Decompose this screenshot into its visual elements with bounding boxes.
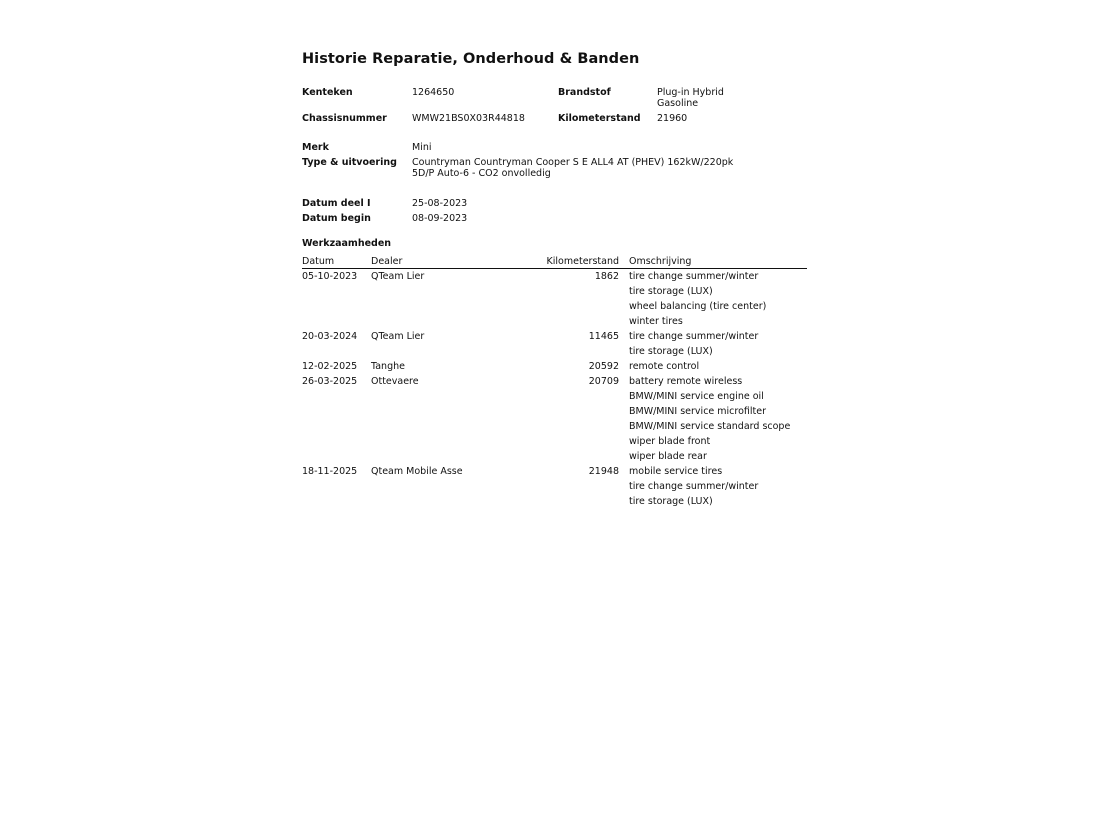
cell-omschrijving: tire change summer/winter [629, 271, 759, 282]
table-row [302, 330, 807, 345]
cell-kilometerstand: 1862 [594, 271, 619, 282]
table-row [302, 480, 807, 495]
cell-omschrijving: battery remote wireless [629, 376, 743, 387]
cell-omschrijving: remote control [629, 361, 700, 372]
cell-kilometerstand: 20709 [588, 376, 619, 387]
table-row [302, 465, 807, 480]
cell-datum: 20-03-2024 [302, 331, 358, 342]
cell-omschrijving: BMW/MINI service microfilter [629, 406, 767, 417]
kilometerstand-label: Kilometerstand [558, 113, 641, 124]
cell-kilometerstand: 20592 [588, 361, 619, 372]
cell-datum: 18-11-2025 [302, 466, 358, 477]
cell-dealer: QTeam Lier [371, 331, 425, 342]
table-header [302, 255, 807, 269]
table-row [302, 435, 807, 450]
document-page [302, 0, 807, 827]
cell-omschrijving: BMW/MINI service standard scope [629, 421, 791, 432]
page-title: Historie Reparatie, Onderhoud & Banden [302, 51, 640, 67]
cell-omschrijving: tire storage (LUX) [629, 346, 713, 357]
datum-deel-value: 25-08-2023 [412, 198, 468, 209]
table-row [302, 420, 807, 435]
brandstof-value-line2: Gasoline [657, 98, 699, 109]
werkzaamheden-title: Werkzaamheden [302, 238, 392, 249]
werkzaamheden-table [302, 255, 807, 510]
table-body [302, 269, 807, 510]
column-header-kilometerstand: Kilometerstand [546, 256, 619, 267]
chassis-value: WMW21BS0X03R44818 [412, 113, 525, 124]
type-value-line2: 5D/P Auto-6 - CO2 onvolledig [412, 168, 551, 179]
cell-dealer: Qteam Mobile Asse [371, 466, 463, 477]
datum-begin-value: 08-09-2023 [412, 213, 468, 224]
cell-datum: 12-02-2025 [302, 361, 358, 372]
kilometerstand-value: 21960 [657, 113, 688, 124]
cell-dealer: Tanghe [371, 361, 405, 372]
table-row [302, 375, 807, 390]
table-row [302, 450, 807, 465]
cell-omschrijving: wiper blade front [629, 436, 711, 447]
brandstof-label: Brandstof [558, 87, 611, 98]
table-row [302, 390, 807, 405]
cell-omschrijving: BMW/MINI service engine oil [629, 391, 764, 402]
cell-omschrijving: tire storage (LUX) [629, 496, 713, 507]
cell-omschrijving: tire change summer/winter [629, 331, 759, 342]
table-row [302, 315, 807, 330]
cell-omschrijving: tire change summer/winter [629, 481, 759, 492]
kenteken-value: 1264650 [412, 87, 455, 98]
cell-omschrijving: wheel balancing (tire center) [629, 301, 767, 312]
table-row [302, 345, 807, 360]
chassis-label: Chassisnummer [302, 113, 387, 124]
cell-omschrijving: wiper blade rear [629, 451, 707, 462]
cell-omschrijving: mobile service tires [629, 466, 723, 477]
column-header-dealer: Dealer [371, 256, 403, 267]
table-row [302, 285, 807, 300]
type-value-line1: Countryman Countryman Cooper S E ALL4 AT (PHEV) 162kW/220pk [412, 157, 734, 168]
cell-omschrijving: tire storage (LUX) [629, 286, 713, 297]
table-row [302, 405, 807, 420]
datum-deel-label: Datum deel I [302, 198, 371, 209]
table-row [302, 270, 807, 285]
table-row [302, 495, 807, 510]
column-header-datum: Datum [302, 256, 335, 267]
table-row [302, 360, 807, 375]
column-header-omschrijving: Omschrijving [629, 256, 692, 267]
cell-omschrijving: winter tires [629, 316, 683, 327]
merk-label: Merk [302, 142, 329, 153]
brandstof-value-line1: Plug-in Hybrid [657, 87, 724, 98]
merk-value: Mini [412, 142, 432, 153]
kenteken-label: Kenteken [302, 87, 353, 98]
cell-datum: 26-03-2025 [302, 376, 358, 387]
cell-datum: 05-10-2023 [302, 271, 358, 282]
type-label: Type & uitvoering [302, 157, 397, 168]
cell-dealer: QTeam Lier [371, 271, 425, 282]
cell-kilometerstand: 21948 [588, 466, 619, 477]
datum-begin-label: Datum begin [302, 213, 371, 224]
cell-dealer: Ottevaere [371, 376, 419, 387]
cell-kilometerstand: 11465 [588, 331, 619, 342]
table-row [302, 300, 807, 315]
